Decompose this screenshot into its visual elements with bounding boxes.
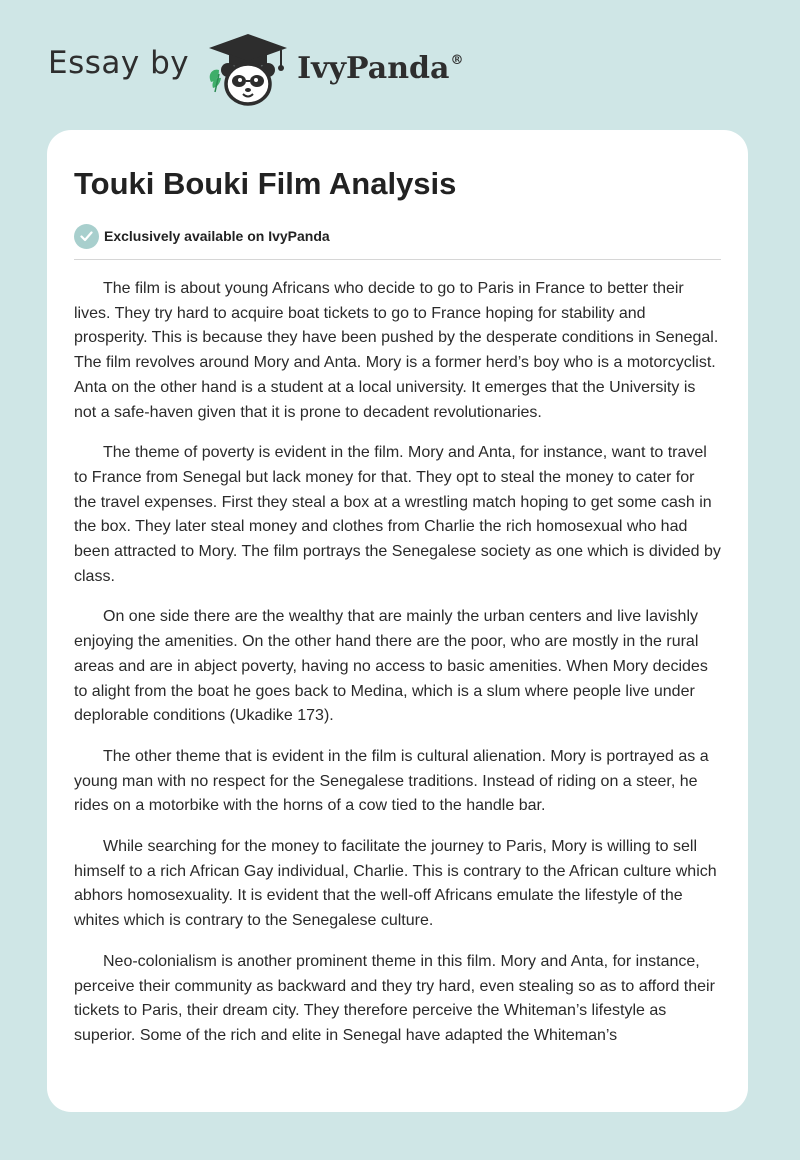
paragraph: The other theme that is evident in the film is cultural alienation. Mory is portrayed as a young man with no respect for the Senegalese traditions. Instead of riding on a steer, he rides on a motorbike with the horns of a cow tied to the handle bar. <box>74 747 709 815</box>
article-card <box>47 130 748 1112</box>
exclusive-badge <box>74 223 721 249</box>
paragraph: On one side there are the wealthy that are mainly the urban centers and live lavishly enjoying the amenities. On the other hand there are the poor, who are mostly in the rural areas and are in abject poverty, having no access to basic amenities. When Mory decides to alight from the boat he goes back to Medina, which is a slum where people live under deplorable conditions (Ukadike 173). <box>74 608 708 725</box>
registered-mark: ® <box>450 52 464 68</box>
check-circle-icon <box>74 224 99 249</box>
brand-logo-text[interactable] <box>297 51 463 86</box>
brand-name: IvyPanda <box>297 50 450 86</box>
exclusive-badge-text: Exclusively available on IvyPanda <box>104 228 330 244</box>
divider <box>74 259 721 260</box>
essay-by-label: Essay by <box>48 45 190 81</box>
paragraph: The film is about young Africans who decide to go to Paris in France to better their lives. They try hard to acquire boat tickets to go to France hoping for stability and prosperity. This is because they have been pushed by the desperate conditions in Senegal. The film revolves around Mory and Anta. Mory is a former herd’s boy who is a motorcyclist. Anta on the other hand is a student at a local university. It emerges that the University is not a safe-haven given that it is prone to decadent revolutionaries. <box>74 280 719 421</box>
site-header <box>48 30 463 110</box>
article-title: Touki Bouki Film Analysis <box>74 166 457 201</box>
paragraph: While searching for the money to facilitate the journey to Paris, Mory is willing to sell himself to a rich African Gay individual, Charlie. This is contrary to the African culture which abhors homosexuality. It is evident that the well-off Africans emulate the lifestyle of the whites which is contrary to the Senegalese culture. <box>74 838 717 930</box>
panda-graduate-icon[interactable] <box>203 30 293 110</box>
article-body <box>74 277 721 1049</box>
paragraph: The theme of poverty is evident in the film. Mory and Anta, for instance, want to travel to France from Senegal but lack money for that. They opt to steal the money to cater for the travel expenses. First they steal a box at a wrestling match hoping to get some cash in the box. They later steal money and clothes from Charlie the rich homosexual who had been attracted to Mory. The film portrays the Senegalese society as one which is divided by class. <box>74 444 721 585</box>
paragraph: Neo-colonialism is another prominent theme in this film. Mory and Anta, for instance, perceive their community as backward and they try hard, even stealing so as to afford their tickets to Paris, their dream city. They therefore perceive the Whiteman’s lifestyle as superior. Some of the rich and elite in Senegal have adapted the Whiteman’s <box>74 952 715 1044</box>
